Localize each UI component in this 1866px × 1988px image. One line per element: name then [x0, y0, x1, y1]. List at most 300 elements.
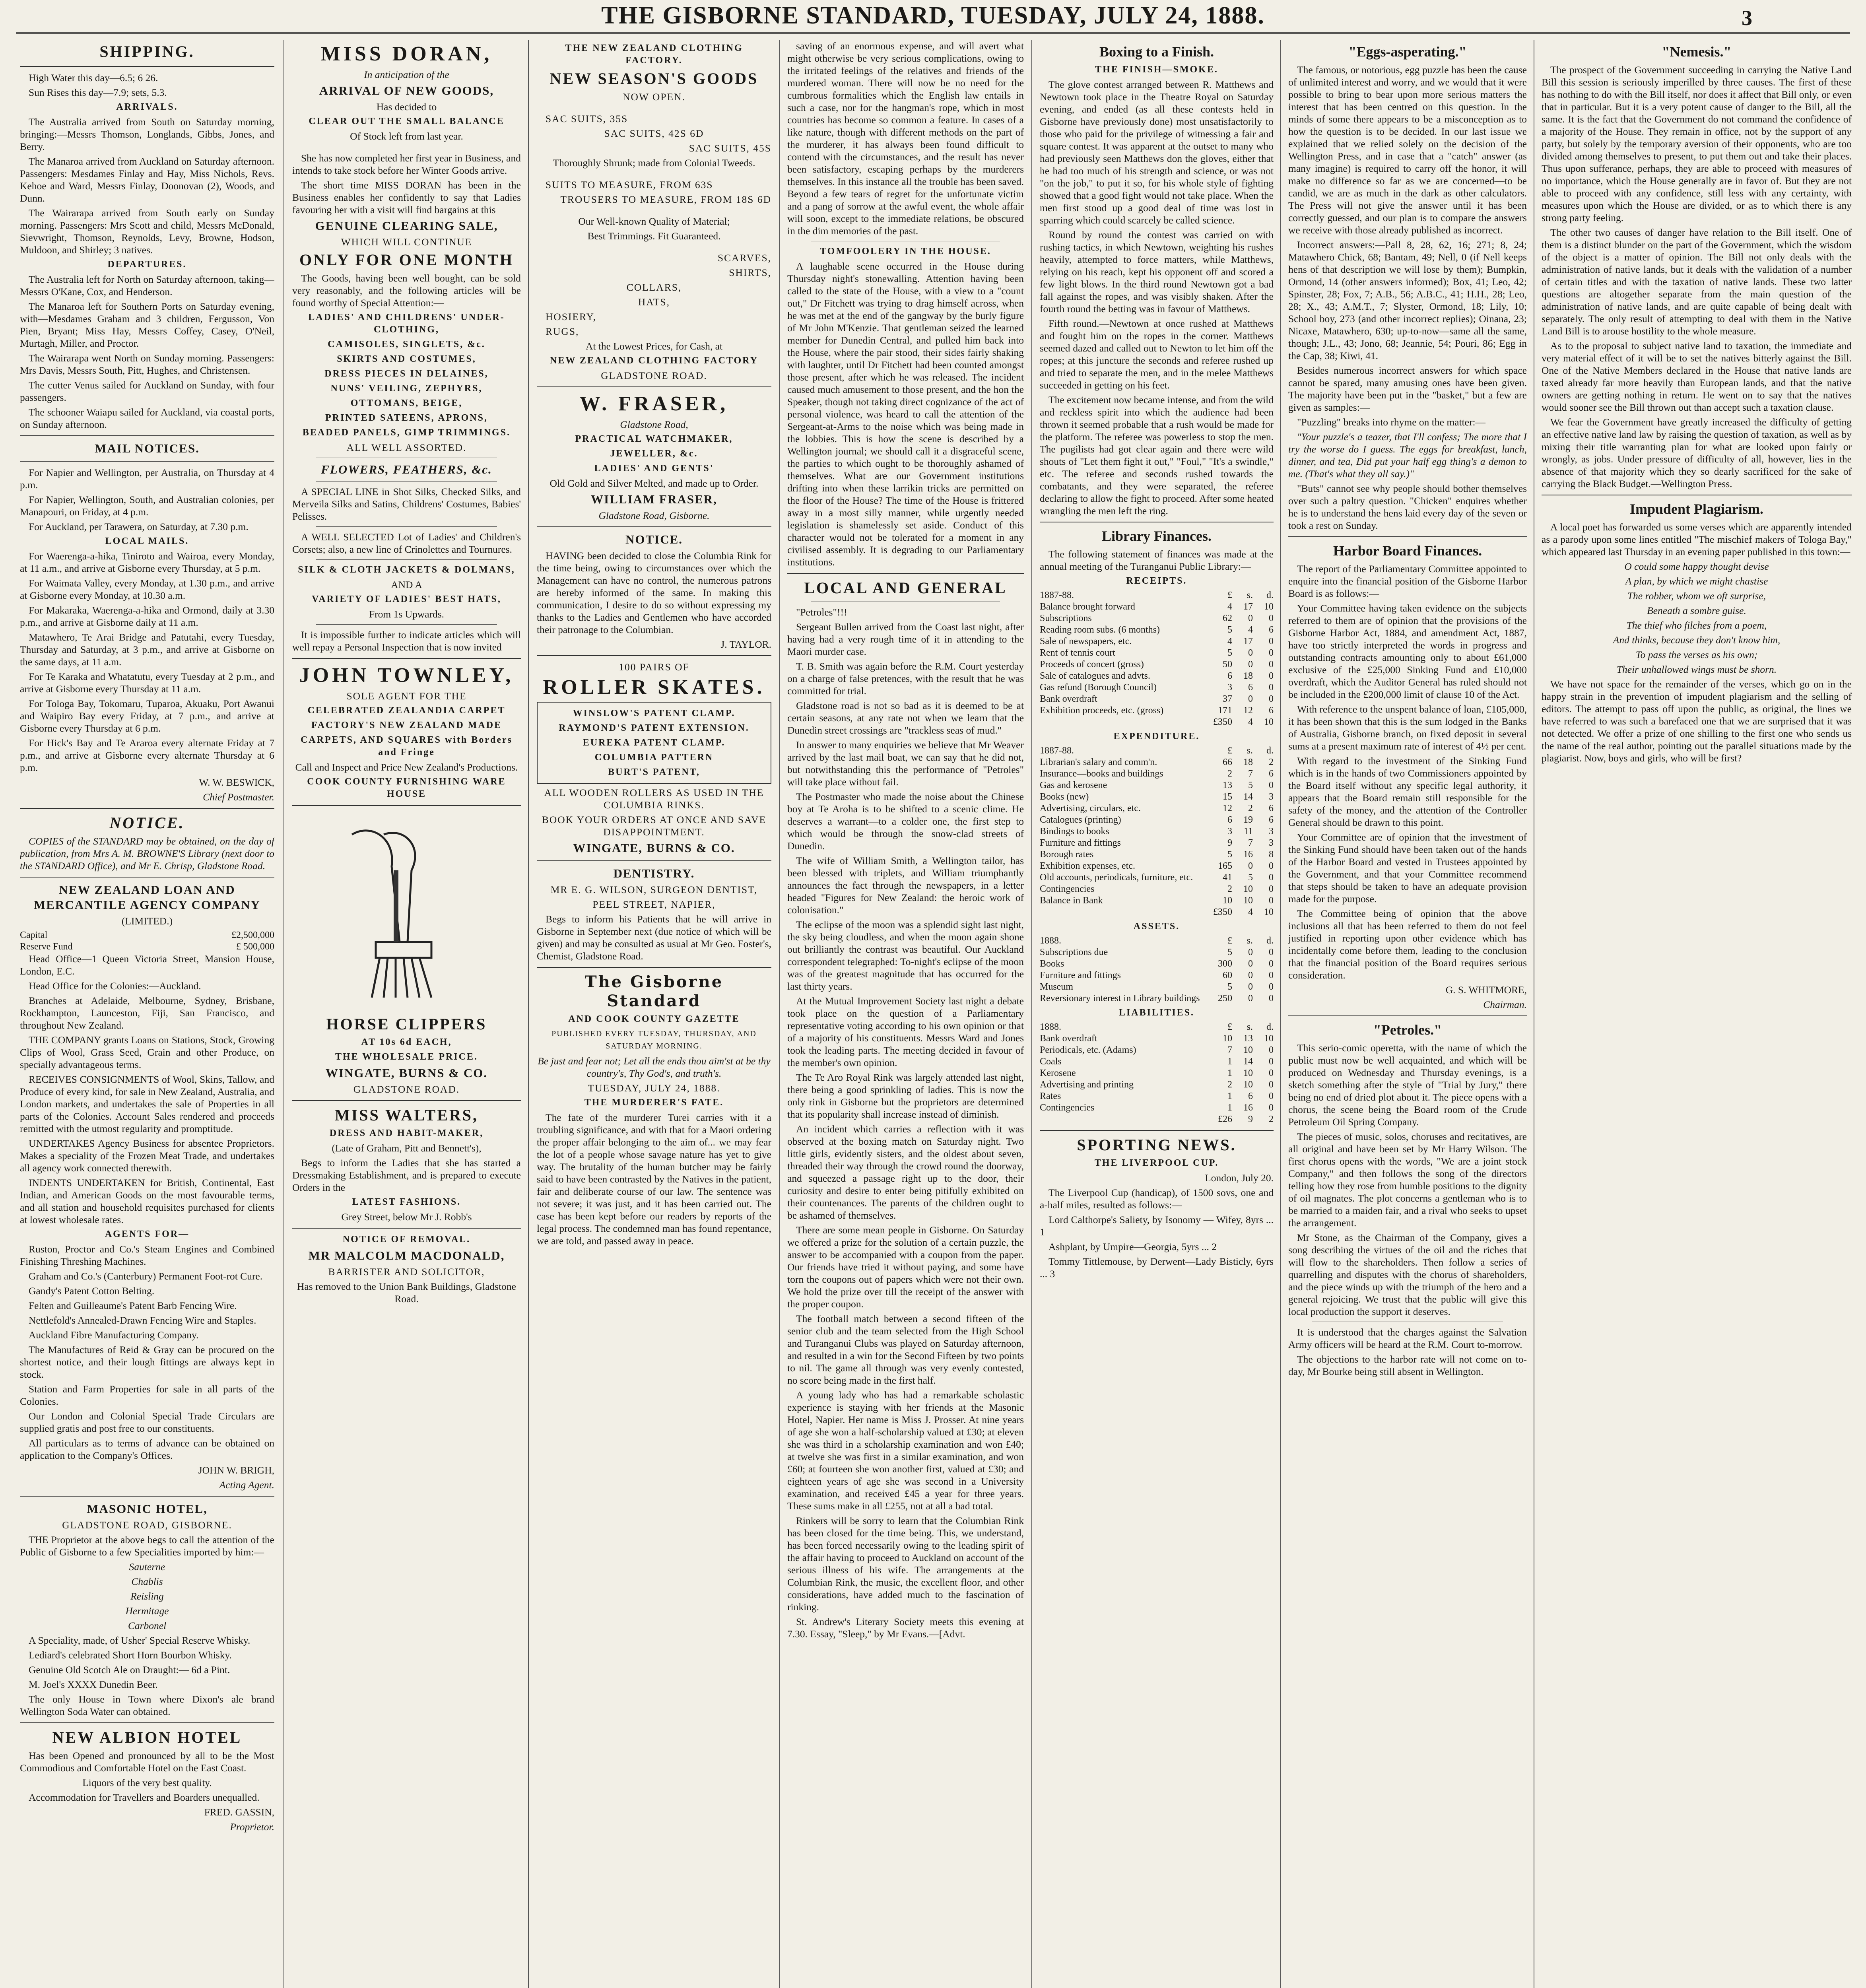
local-mail-item: For Makaraka, Waerenga-a-hika and Ormond, daily at 3.30 p.m., and arrive at Gisborne daily at 11 a.m. [20, 604, 274, 628]
liabilities-heading: LIABILITIES. [1118, 1008, 1195, 1018]
account-amount: 1 [1227, 1091, 1232, 1101]
account-amount: 0 [1248, 694, 1253, 704]
account-amount: 4 [1248, 717, 1253, 727]
postmaster-title: Chief Postmaster. [203, 791, 274, 803]
account-amount: 250 [1218, 993, 1232, 1004]
account-row [1040, 1033, 1274, 1044]
account-amount: 10 [1243, 884, 1253, 894]
account-amount: 37 [1223, 694, 1232, 704]
tide-line: High Water this day—6.5; 6 26. [29, 72, 158, 83]
doran-text: She has now completed her first year in Business, and intends to take stock before her Winter Goods arrive. [292, 152, 521, 176]
boxing-para: Round by round the contest was carried on with rushing tactics, in which Newtown, weighting his rushes heavily, attempted to force matters, while Matthews, relying on his reach, kept his opponent off and scored a few light blows. In the third round Newtown got a bad fall against the ropes, and was visibly shaken. After the fourth round the betting was in favour of Matthews. [1040, 229, 1274, 315]
liabilities-table [1040, 1021, 1274, 1125]
account-amount: 3 [1227, 682, 1232, 693]
plagiarism-intro: A local poet has forwarded us some verses which are apparently intended as a parody upon some lines entitled "The mischief makers of Tologa Bay," which appeared last Thursday in an evening paper published in this town:— [1542, 521, 1852, 557]
account-amount: 0 [1248, 861, 1253, 871]
account-amount: s. [1247, 746, 1253, 756]
local-item: The Postmaster who made the noise about the Chinese boy at Te Aroha is to be shifted to a scenic clime. He deserves a warrant—to a colder one, the first step to which would be through the snow-clad streets of Dunedin. [787, 791, 1024, 852]
nz-loan-para: INDENTS UNDERTAKEN for British, Continental, East Indian, and American Goods on the most favourable terms, and all station and household requisites purchased for clients at lowest wholesale rates. [20, 1177, 274, 1225]
albion-role: Proprietor. [230, 1821, 274, 1833]
receipts-table [1040, 590, 1274, 728]
book-line: BOOK YOUR ORDERS AT ONCE AND SAVE DISAPPOINTMENT. [542, 814, 767, 838]
article-continued: saving of an enormous expense, and will avert what might otherwise be very serious complications, owing to the irritated feelings of the relatives and friends of the murdered woman. There will now be no need for the cumbrous formalities which the English law entails in such a case, nor for the hangman's rope, which in most countries has become so common a feature. In cases of a like nature, though with different methods on the part of the murderer, it has always been found difficult to contend with the circumstances, and the result has never been satisfactory, escaping perhaps by the murderers themselves. In this instance all the trouble has been saved. Beyond a few tears of regret for the unfortunate victim and a pang of sorrow at the awful event, the whole affair will soon, except to the immediate relations, be obscured in the dim memories of the past. [787, 40, 1024, 237]
poem-line: O could some happy thought devise [1624, 561, 1769, 572]
account-row [1040, 636, 1274, 647]
account-row [1040, 757, 1274, 768]
account-row [1040, 837, 1274, 849]
poem-line: The robber, whom we oft surprise, [1627, 590, 1766, 602]
account-amount: 5 [1227, 625, 1232, 635]
macdonald-role: BARRISTER AND SOLICITOR, [328, 1266, 485, 1277]
account-amount: £ [1227, 590, 1232, 600]
account-row [1040, 791, 1274, 803]
divider [20, 66, 274, 67]
boxing-sub: THE FINISH—SMOKE. [1095, 64, 1218, 75]
account-label: Insurance—books and buildings [1040, 769, 1163, 779]
harbour-note: The objections to the harbor rate will not come on to-day, Mr Bourke being still absent in Wellington. [1288, 1353, 1527, 1377]
account-amount: 0 [1248, 982, 1253, 992]
account-amount: 13 [1223, 780, 1232, 790]
account-amount: 18 [1243, 671, 1253, 681]
all-well: ALL WELL ASSORTED. [346, 442, 467, 453]
account-amount: 3 [1269, 826, 1274, 837]
assets-heading: ASSETS. [1133, 921, 1180, 932]
account-amount: 9 [1248, 1114, 1253, 1124]
account-amount: 5 [1227, 982, 1232, 992]
egg-para: "Puzzling" breaks into rhyme on the matter:— [1297, 416, 1486, 428]
one-month: ONLY FOR ONE MONTH [299, 251, 514, 269]
wholesale-price: THE WHOLESALE PRICE. [335, 1052, 478, 1062]
clearing-sale: GENUINE CLEARING SALE, [315, 219, 498, 233]
nz-loan-para: Head Office—1 Queen Victoria Street, Mansion House, London, E.C. [20, 953, 274, 977]
account-amount: 15 [1223, 792, 1232, 802]
capital-label: Capital [20, 930, 48, 940]
petroles-heading: "Petroles." [1373, 1022, 1442, 1038]
account-amount: 0 [1269, 947, 1274, 957]
poem-line: To pass the verses as his own; [1635, 649, 1758, 660]
account-amount: £350 [1213, 907, 1232, 917]
account-amount: 0 [1269, 993, 1274, 1004]
masonic-wine: Sauterne [129, 1561, 165, 1573]
account-label [1040, 1114, 1212, 1125]
account-label [1040, 907, 1212, 918]
sun-line: Sun Rises this day—7.9; sets, 5.3. [29, 87, 167, 98]
account-label: Coals [1040, 1056, 1062, 1067]
account-amount: 2 [1227, 769, 1232, 779]
account-label: Old accounts, periodicals, furniture, etc. [1040, 872, 1193, 883]
divider [537, 526, 771, 527]
nz-loan-sub: (LIMITED.) [121, 915, 173, 927]
masonic-text: THE Proprietor at the above begs to call the attention of the Public of Gisborne to a few Specialities imported by him:— [20, 1534, 274, 1558]
account-row [1040, 860, 1274, 872]
townley-line: COOK COUNTY FURNISHING WARE HOUSE [307, 777, 506, 799]
account-row [1040, 1114, 1274, 1125]
account-amount: 41 [1223, 872, 1232, 883]
local-item: Sergeant Bullen arrived from the Coast last night, after having had a very rough time of it in attending to the Maori murder case. [787, 621, 1024, 657]
local-mails-heading: LOCAL MAILS. [105, 536, 189, 546]
account-amount: 0 [1269, 970, 1274, 980]
harbour-heading: Harbor Board Finances. [1333, 543, 1482, 559]
nemesis-para: The prospect of the Government succeeding in carrying the Native Land Bill this session is seriously imperilled by three causes. The first of these has nothing to do with the Bill itself, nor does it affect that Bill only, or even that in particular. But it is a very potent cause of danger to the Bill, all the same. It is the fact that the Government do not command the confidence of a majority of the House. They remain in office, not by the support of any party, but solely by the temporary aversion of their opponents, who are too divided among themselves to present, to put them out and take their places. Thus upon sufferance, perhaps, they are able to proceed with measures of no importance, which the House generally are in favor of. But they are not able to proceed with any confidence, still less with any certainty, with measures upon which the House are divided, or as to which there is any strong party feeling. [1542, 64, 1852, 223]
clothing-item: SHIRTS, [729, 267, 771, 278]
walters-line: DRESS AND HABIT-MAKER, [329, 1128, 484, 1138]
account-row [1040, 682, 1274, 693]
account-amount: d. [1266, 590, 1274, 600]
egg-para: "Your puzzle's a teazer, that I'll confess; The more that I try the worse do I guess. The eggs for breakfast, lunch, dinner, and tea, Did put your half egg thing's a demon to me. (That's what they all say.)" [1288, 431, 1527, 480]
clothing-item: HOSIERY, [546, 311, 597, 322]
account-amount: 165 [1218, 861, 1232, 871]
local-mail-item: For Te Karaka and Whatatutu, every Tuesday at 2 p.m., and arrive at Gisborne every Thursday at 11 a.m. [20, 671, 274, 695]
issue-date: TUESDAY, JULY 24, 1888. [588, 1082, 720, 1094]
clothing-item: HATS, [638, 296, 670, 308]
masonic-wine: Chablis [131, 1576, 163, 1587]
petroles-para: This serio-comic operetta, with the name of which the public must now be well acquainted, and which will be produced on Wednesday and Thursday evenings, is a sketch something after the style of "Trial by Jury," there being no end of dried plot about it. The piece opens with a chorus, the scene being the Board room of the Crude Petroleum Oil Spring Company. [1288, 1042, 1527, 1128]
divider [20, 1722, 274, 1723]
townley-line: CARPETS, AND SQUARES with Borders and Fringe [300, 735, 513, 757]
account-label: Contingencies [1040, 1103, 1095, 1113]
account-amount: 5 [1248, 780, 1253, 790]
account-amount: d. [1266, 1022, 1274, 1032]
local-item: A young lady who has had a remarkable scholastic experience is staying with her friends at the Masonic Hotel, Napier. Her name is Miss J. Prosser. At nine years of age she won a half-scholarship valued at £30; at eleven she was third in a scholarship examination and won £40; at twelve she was first in a similar examination, and won £60; at fourteen she won another first, valued at £30; and eighteen years of age she was second in a University examination, and received £45 a year for three years. These sums make in all £255, not at all a bad total. [787, 1389, 1024, 1512]
account-amount: 9 [1227, 838, 1232, 848]
account-amount: 10 [1264, 1033, 1274, 1044]
account-amount: 1 [1227, 1103, 1232, 1113]
account-label: Subscriptions [1040, 613, 1092, 623]
albion-para: Accommodation for Travellers and Boarders unequalled. [29, 1792, 260, 1803]
column-1 [20, 40, 274, 1988]
lowest-prices: At the Lowest Prices, for Cash, at [585, 340, 723, 352]
account-label: Bindings to books [1040, 826, 1109, 837]
agents-item: Nettlefold's Annealed-Drawn Fencing Wire and Staples. [29, 1314, 256, 1326]
account-label: 1888. [1040, 936, 1061, 946]
account-amount: 3 [1269, 792, 1274, 802]
nz-loan-para: UNDERTAKES Agency Business for absentee Proprietors. Makes a speciality of the Frozen Meat Trade, and undertakes all agency work connected therewith. [20, 1138, 274, 1174]
pairs-line: 100 PAIRS OF [619, 661, 689, 673]
account-label: Reading room subs. (6 months) [1040, 625, 1160, 635]
egg-para: "Buts" cannot see why people should bother themselves over such a paltry question. "Chicken" enquires whether he is to understand the hens laid every day of the seven or took a rest on Sunday. [1288, 483, 1527, 531]
account-amount: 0 [1269, 1045, 1274, 1055]
goods-item: SKIRTS AND COSTUMES, [337, 354, 476, 364]
townley-line: FACTORY'S NEW ZEALAND MADE [311, 720, 502, 730]
local-item: St. Andrew's Literary Society meets this evening at 7.30. Essay, "Sleep," by Mr Evans.—[Advt. [787, 1616, 1024, 1640]
and-a: AND A [391, 579, 422, 590]
local-item: An incident which carries a reflection with it was observed at the boxing match on Saturday night. Two little girls, evidently sisters, and the oldest about seven, threaded their way through the crowd round the doorway, and squeezed a passage right up to the door, their curiosity and desire to enter being pitifully exhibited on their countenances. The parents of the children ought to be ashamed of themselves. [787, 1123, 1024, 1221]
account-label: Sale of catalogues and advts. [1040, 671, 1150, 681]
shrunk: Thoroughly Shrunk; made from Colonial Tweeds. [553, 157, 755, 169]
quality-line: Our Well-known Quality of Material; [578, 215, 730, 227]
account-row [1040, 935, 1274, 947]
poem-line: Their unhallowed wings must be shorn. [1616, 664, 1777, 675]
column-6 [1288, 40, 1527, 1988]
account-row [1040, 1079, 1274, 1091]
standard-sub: AND COOK COUNTY GAZETTE [568, 1014, 740, 1024]
masonic-wine: Reisling [130, 1590, 164, 1602]
account-amount: 6 [1269, 815, 1274, 825]
arrival-item: The Wairarapa arrived from South early on Sunday morning. Passengers: Mrs Scott and child, Messrs McDonald, Sievwright, Thomson, Reynolds, Levy, Browne, Hodson, Muldoon, and Shirley; 3 natives. [20, 207, 274, 256]
account-row [1040, 872, 1274, 883]
local-mail-item: For Waimata Valley, every Monday, at 1.30 p.m., and arrive at Gisborne every Monday, at 10.30 a.m. [20, 577, 274, 601]
walters-line: Grey Street, below Mr J. Robb's [341, 1211, 472, 1223]
local-item: There are some mean people in Gisborne. On Saturday we offered a prize for the solution of a certain puzzle, the answer to be accompanied with a coupon from the paper. Our friends have tried it without paying, and some have torn the coupons out of papers which were not their own. We hold the prize over till the receipt of the answer with the proper coupon. [787, 1224, 1024, 1310]
tomfoolery-text: A laughable scene occurred in the House during Thursday night's stonewalling. Attention having been called to the state of the House, with a view to a "count out," Dr Fitchett was trying to drag himself across, when he was met at the end of the gangway by the burly figure of Mr John M'Kenzie. That gentleman seized the learned member for Dunedin Central, and pulled him back into the House, where the pair stood, their sides fairly shaking with laughter, until Dr Fitchett had been counted amongst those present, after which he was released. The incident caused much amusement to those present, and the hon the Speaker, though not taking direct cognizance of the act of personal violence, was heard to call the attention of the Sergeant-at-Arms to the noise which was being made in the lobbies. This is how the scene is described by a Wellington journal; we should call it a disgraceful scene, the parties to which ought to be thoroughly ashamed of themselves. What are our Government institutions drifting into when these larrikin tricks are permitted on the floor of the House? The time of the House is frittered away in a most silly manner, while urgently needed legislation is shamelessly set aside. Conduct of this character would not be tolerated for a moment in any civilised assembly. It is degrading to our Parliamentary institutions. [787, 260, 1024, 568]
account-row [1040, 1091, 1274, 1102]
account-amount: 14 [1243, 1056, 1253, 1067]
account-row [1040, 1044, 1274, 1056]
column-divider [779, 40, 780, 1988]
agents-heading: AGENTS FOR— [105, 1229, 190, 1239]
account-amount: 10 [1223, 895, 1232, 906]
capital-table [20, 930, 274, 953]
doran-heading: MISS DORAN, [320, 43, 493, 65]
account-amount: 0 [1248, 659, 1253, 670]
new-season-heading: NEW SEASON'S GOODS [550, 70, 759, 87]
account-row [1040, 1068, 1274, 1079]
silk-cloth: SILK & CLOTH JACKETS & DOLMANS, [298, 565, 515, 575]
wingate-heading: WINGATE, BURNS & CO. [325, 1066, 488, 1080]
account-amount: d. [1266, 746, 1274, 756]
account-label: Bank overdraft [1040, 1033, 1097, 1044]
local-mail-item: For Tologa Bay, Tokomaru, Tuparoa, Akuaku, Port Awanui and Waipiro Bay every Friday, at 7 p.m., and arrive at Gisborne every Thursday at 6 p.m. [20, 698, 274, 734]
clothing-item: COLLARS, [626, 282, 682, 293]
account-amount: 13 [1243, 1033, 1253, 1044]
measure-item: SUITS TO MEASURE, FROM 63S [546, 179, 713, 190]
account-row [1040, 803, 1274, 814]
departures-heading: DEPARTURES. [107, 259, 187, 270]
account-row [1040, 1056, 1274, 1068]
account-label: Bank overdraft [1040, 694, 1097, 704]
account-row [1040, 1021, 1274, 1033]
gold-line: Old Gold and Silver Melted, and made up to Order. [550, 478, 759, 489]
account-amount: 14 [1243, 792, 1253, 802]
masthead [0, 0, 1866, 32]
account-label: 1887-88. [1040, 746, 1074, 756]
egg-heading: "Eggs-asperating." [1348, 44, 1467, 60]
agents-item: Felten and Guilleaume's Patent Barb Fencing Wire. [29, 1300, 237, 1311]
account-row [1040, 613, 1274, 624]
account-amount: 60 [1223, 970, 1232, 980]
account-amount: 0 [1248, 993, 1253, 1004]
walters-line: Begs to inform the Ladies that she has started a Dressmaking Establishment, and is prepared to execute Orders in the [292, 1157, 521, 1193]
masonic-para: Genuine Old Scotch Ale on Draught:— 6d a Pint. [29, 1664, 230, 1675]
departure-item: The cutter Venus sailed for Auckland on Sunday, with four passengers. [20, 379, 274, 403]
library-heading: Library Finances. [1102, 528, 1212, 544]
account-amount: 10 [1264, 602, 1274, 612]
account-amount: 7 [1248, 769, 1253, 779]
account-amount: 3 [1227, 826, 1232, 837]
roller-skates-heading: ROLLER SKATES. [543, 676, 765, 699]
account-amount: 0 [1269, 1056, 1274, 1067]
poem-line: And thinks, because they don't know him, [1613, 634, 1781, 646]
divider [537, 860, 771, 861]
nz-loan-para: Head Office for the Colonies:—Auckland. [29, 980, 201, 992]
walters-line: (Late of Graham, Pitt and Bennett's), [332, 1142, 482, 1154]
goods-item: DRESS PIECES IN DELAINES, [324, 369, 489, 379]
goods-item: NUNS' VEILING, ZEPHYRS, [330, 383, 483, 394]
column-3 [537, 40, 771, 1988]
account-amount: 6 [1269, 769, 1274, 779]
account-amount: 0 [1269, 1068, 1274, 1078]
doran-line: CLEAR OUT THE SMALL BALANCE [309, 116, 505, 126]
account-amount: 5 [1227, 947, 1232, 957]
patent-item: EUREKA PATENT CLAMP. [583, 738, 726, 748]
library-intro: The following statement of finances was made at the annual meeting of the Turanganui Public Library:— [1040, 548, 1274, 572]
account-amount: 17 [1243, 602, 1253, 612]
account-amount: 0 [1269, 636, 1274, 646]
account-amount: 300 [1218, 959, 1232, 969]
account-row [1040, 705, 1274, 716]
wilson-addr: PEEL STREET, NAPIER, [592, 899, 716, 910]
goods-text: The Goods, having been well bought, can be sold very reasonably, and the following articles will be found worthy of Special Attention:— [292, 272, 521, 309]
notice-sign: J. TAYLOR. [720, 639, 771, 650]
account-label: Balance in Bank [1040, 895, 1103, 906]
divider [292, 1100, 521, 1101]
plagiarism-text: We have not space for the remainder of the verses, which go on in the happy strain in the prevention of impudent plagiarism and the selling of editors. The attempt to pass off upon the public, as original, the lines we have referred to was such a barefaced one that we are surprised that it was not detected. We offer a prize of one shilling to the first one who sends us the name of the real author, pointing out the parallel situations made by the plagiarist. Now, boys and girls, who will be first? [1542, 678, 1852, 764]
account-amount: 0 [1269, 1103, 1274, 1113]
gents: LADIES' AND GENTS' [594, 463, 714, 474]
published-line: PUBLISHED EVERY TUESDAY, THURSDAY, AND SATURDAY MORNING. [551, 1029, 757, 1050]
mail-item: For Napier, Wellington, South, and Australian colonies, per Manapouri, on Friday, at 4 p.m. [20, 494, 274, 518]
egg-para: Besides numerous incorrect answers for which space cannot be spared, many amusing ones have been given. The majority have been put in the "basket," but a few are given as samples:— [1288, 365, 1527, 413]
agents-item: Ruston, Proctor and Co.'s Steam Engines and Combined Finishing Threshing Machines. [20, 1243, 274, 1267]
fraser-heading: W. FRASER, [579, 392, 729, 415]
account-label: Proceeds of concert (gross) [1040, 659, 1144, 670]
account-amount: 10 [1243, 1045, 1253, 1055]
nemesis-para: The other two causes of danger have relation to the Bill itself. One of them is a distinct blunder on the part of the Government, which the wisdom of the object is a matter of opinion. The Bill not only deals with the administration of native lands, but it deals with the validation of a number of certain titles and with the taxation of native lands. These two latter questions are altogether separate from the main question of the administration of native lands, and are quite capable of being dealt with separately. The only result of attempting to deal with them in the Native Land Bill is to arouse hostility to the whole measure. [1542, 227, 1852, 337]
suit-item: SAC SUITS, 35S [546, 113, 628, 124]
account-amount: 2 [1227, 884, 1232, 894]
local-mail-item: For Hick's Bay and Te Araroa every alternate Friday at 7 p.m., and arrive at Gisborne every alternate Thursday at 6 p.m. [20, 737, 274, 773]
account-row [1040, 590, 1274, 601]
account-row [1040, 768, 1274, 780]
account-amount: 0 [1269, 694, 1274, 704]
local-item: The wife of William Smith, a Wellington tailor, has been blessed with triplets, and William triumphantly announces the fact through the newspapers, in a letter headed "Figures for New Zealand: the heroic work of colonisation." [787, 855, 1024, 916]
divider [1288, 1015, 1527, 1016]
factory-line: NEW ZEALAND CLOTHING FACTORY [550, 355, 758, 366]
walters-heading: MISS WALTERS, [334, 1106, 479, 1124]
account-row [1040, 947, 1274, 958]
clothing-factory-heading: THE NEW ZEALAND CLOTHING FACTORY. [565, 43, 743, 66]
seats-note: It is understood that the charges against the Salvation Army officers will be heard at the R.M. Court to-morrow. [1288, 1326, 1527, 1350]
townley-line: CELEBRATED ZEALANDIA CARPET [307, 705, 506, 716]
murderers-heading: THE MURDERER'S FATE. [584, 1097, 724, 1108]
harbour-para: The report of the Parliamentary Committee appointed to enquire into the financial position of the Gisborne Harbor Board is as follows:— [1288, 563, 1527, 599]
account-amount: 2 [1227, 1079, 1232, 1090]
departure-item: The Wairarapa went North on Sunday morning. Passengers: Mrs Davis, Messrs South, Pitt, Hughes, and Christensen. [20, 352, 274, 376]
divider [292, 1228, 521, 1229]
patent-item: WINSLOW'S PATENT CLAMP. [573, 708, 736, 718]
account-amount: 0 [1269, 648, 1274, 658]
wingate-sub: GLADSTONE ROAD. [353, 1083, 460, 1095]
account-row [1040, 659, 1274, 670]
newspaper-title: THE GISBORNE STANDARD, TUESDAY, JULY 24, 1888. [601, 2, 1265, 29]
account-amount: 19 [1243, 815, 1253, 825]
tomfoolery-heading: TOMFOOLERY IN THE HOUSE. [820, 246, 991, 256]
harbour-para: The Committee being of opinion that the above inclusions all that has been referred to them do not feel justified in reporting upon other evidence which has incidentally come before them, leading to the conclusion that the financial position of the Board requires serious consideration. [1288, 908, 1527, 981]
local-item: At the Mutual Improvement Society last night a debate took place on the question of a Parliamentary representative voting according to his own opinion or that of a majority of his constituents. Messrs Ward and Jones took the leading parts. The meeting decided in favour of the member's own opinion. [787, 995, 1024, 1068]
expenditure-heading: EXPENDITURE. [1113, 731, 1200, 742]
local-mail-item: For Waerenga-a-hika, Tiniroto and Wairoa, every Monday, at 11 a.m., and arrive at Gisborne every Thursday, at 5 p.m. [20, 550, 274, 574]
local-item: T. B. Smith was again before the R.M. Court yesterday on a charge of false pretences, with the result that he was committed for trial. [787, 660, 1024, 697]
albion-heading: NEW ALBION HOTEL [52, 1728, 242, 1746]
account-row [1040, 907, 1274, 918]
account-amount: £ [1227, 936, 1232, 946]
account-amount: 0 [1269, 671, 1274, 681]
account-label: Balance brought forward [1040, 602, 1135, 612]
local-item: Gladstone road is not so bad as it is deemed to be at certain seasons, at any rate not when we learn that the Dunedin street crossings are "trackless seas of mud." [787, 700, 1024, 736]
reserve-value: £ 500,000 [236, 942, 274, 952]
account-amount: 6 [1269, 705, 1274, 716]
nemesis-para: We fear the Government have greatly increased the difficulty of getting an effective native land law by raising the question of taxation, as well as by mixing their title warranting plan for what are looked upon fairly or wrongly, as jobs. Under pressure of difficulty of all, however, lies in the absence of that majority which they so dearly sacrificed for the sake of carrying the Black Budget.—Wellington Press. [1542, 416, 1852, 489]
continue-line: WHICH WILL CONTINUE [341, 236, 472, 248]
horse-clipper-illustration [292, 811, 521, 1010]
clothing-item: RUGS, [546, 326, 579, 337]
account-amount: 6 [1269, 803, 1274, 813]
account-amount: 4 [1248, 625, 1253, 635]
account-label: Furniture and fittings [1040, 838, 1121, 848]
reserve-label: Reserve Fund [20, 942, 73, 952]
special-line: A SPECIAL LINE in Shot Silks, Checked Silks, and Merveila Silks and Satins, Childrens' Costumes, Babies' Pelisses. [292, 486, 521, 522]
departure-item: The schooner Waiapu sailed for Auckland, via coastal ports, on Sunday afternoon. [20, 406, 274, 430]
doran-line: ARRIVAL OF NEW GOODS, [319, 83, 494, 97]
account-amount: 16 [1243, 1103, 1253, 1113]
account-label: 1887-88. [1040, 590, 1074, 600]
removal-heading: NOTICE OF REMOVAL. [342, 1234, 471, 1244]
account-amount: s. [1247, 1022, 1253, 1032]
albion-para: Liquors of the very best quality. [82, 1777, 212, 1788]
departure-item: The Manaroa left for Southern Ports on Saturday evening, with—Mesdames Graham and 3 children, Fergusson, Von Pien, Bryant; Miss Hay, Messrs Coffey, Casey, O'Neil, Murtagh, Miller, and Proctor. [20, 301, 274, 349]
nz-loan-heading: NEW ZEALAND LOAN AND MERCANTILE AGENCY COMPANY [33, 883, 261, 912]
account-amount: 1 [1227, 1068, 1232, 1078]
nz-loan-para: RECEIVES CONSIGNMENTS of Wool, Skins, Tallow, and Produce of every kind, for sale in New Zealand, Australia, and London markets, and undertakes the sale of Properties in all parts of the Colonies. Account Sales rendered and proceeds remitted with the utmost regularity and promptitude. [20, 1074, 274, 1134]
masonic-para: M. Joel's XXXX Dunedin Beer. [29, 1679, 158, 1690]
account-amount: 0 [1269, 872, 1274, 883]
variety: VARIETY OF LADIES' BEST HATS, [312, 594, 501, 604]
divider [20, 1496, 274, 1497]
account-row [1040, 958, 1274, 970]
walters-line: LATEST FASHIONS. [352, 1197, 461, 1207]
account-amount: d. [1266, 936, 1274, 946]
account-amount: 6 [1248, 1091, 1253, 1101]
account-amount: 10 [1243, 1079, 1253, 1090]
account-label: Gas and kerosene [1040, 780, 1107, 790]
from-price: From 1s Upwards. [369, 608, 445, 620]
account-amount: 0 [1248, 613, 1253, 623]
page-number: 3 [1742, 6, 1752, 30]
nz-loan-para: Branches at Adelaide, Melbourne, Sydney, Brisbane, Rockhampton, Launceston, Fiji, San Francisco, and throughout New Zealand. [20, 995, 274, 1031]
account-amount: 10 [1264, 717, 1274, 727]
account-label: Librarian's salary and comm'n. [1040, 757, 1157, 767]
local-item: In answer to many enquiries we believe that Mr Weaver arrived by the last mail boat, we can say that he did not, but notwithstanding this the performance of "Petroles" will take place without fail. [787, 739, 1024, 788]
account-amount: 3 [1269, 838, 1274, 848]
account-amount: 6 [1227, 671, 1232, 681]
account-amount: £ [1227, 1022, 1232, 1032]
account-label: 1888. [1040, 1022, 1061, 1032]
townley-line: Call and Inspect and Price New Zealand's Productions. [295, 761, 518, 773]
goods-item: PRINTED SATEENS, APRONS, [325, 413, 488, 423]
wooden-line: ALL WOODEN ROLLERS AS USED IN THE COLUMBIA RINKS. [544, 787, 764, 811]
divider [292, 658, 521, 659]
column-divider [1031, 40, 1032, 1988]
poem-line: A plan, by which we might chastise [1625, 575, 1768, 587]
egg-para: The famous, or notorious, egg puzzle has been the cause of unlimited interest and worry, and we would that it were possible to bring to bear upon more serious matters the interest that has been centred on this question. In the minds of some there appears to be a misconception as to how the question is to be decided. In our last issue we explained that we relied solely on the decision of the Wellington Press, and in case that a "catch" answer (as many imagine) is required to carry off the honor, it will make no difference so far as we are concerned—to be candid, we are as much in the dark as other calculators. The Press will not give the answer until it has been correctly guessed, and our plan is to compare the answers we receive with those already published as incorrect. [1288, 64, 1527, 236]
account-amount: 0 [1248, 970, 1253, 980]
agents-item: Gandy's Patent Cotton Belting. [29, 1285, 155, 1297]
account-label: Gas refund (Borough Council) [1040, 682, 1157, 693]
egg-para: Incorrect answers:—Pall 8, 28, 62, 16; 271; 8, 24; Matawhero Chick, 68; Bantam, 49; Nell, 0 (if Nell keeps hens of that description we will lose by them); Bumpkin, Ormond, 14 (other answers informed); Box, 41; Leo, 42; Spinster, 28; Fox, 7; A.B., 56; A.B.C., 41; H.H., 28; Leo, 28; X., 43; A.M.T., 7; Slyster, Ormond, 18; Lily, 10; School boy, 273 (and other incorrect replies); Oinana, 23; Nicaxe, Matawhero, 630; up-to-now—same all the same, though; J.L., 43; Jono, 68; Jeannie, 54; Pouri, 86; Egg in the Cap, 38; Kiwi, 41. [1288, 239, 1527, 361]
account-row [1040, 981, 1274, 993]
harbour-para: With reference to the unspent balance of loan, £105,000, it has been shown that this is the sum lodged in the Banks of Australia, Gisborne branch, on fixed deposit in several sums at a present maximum rate of interest of 4½ per cent. [1288, 703, 1527, 752]
column-4 [787, 40, 1024, 1988]
